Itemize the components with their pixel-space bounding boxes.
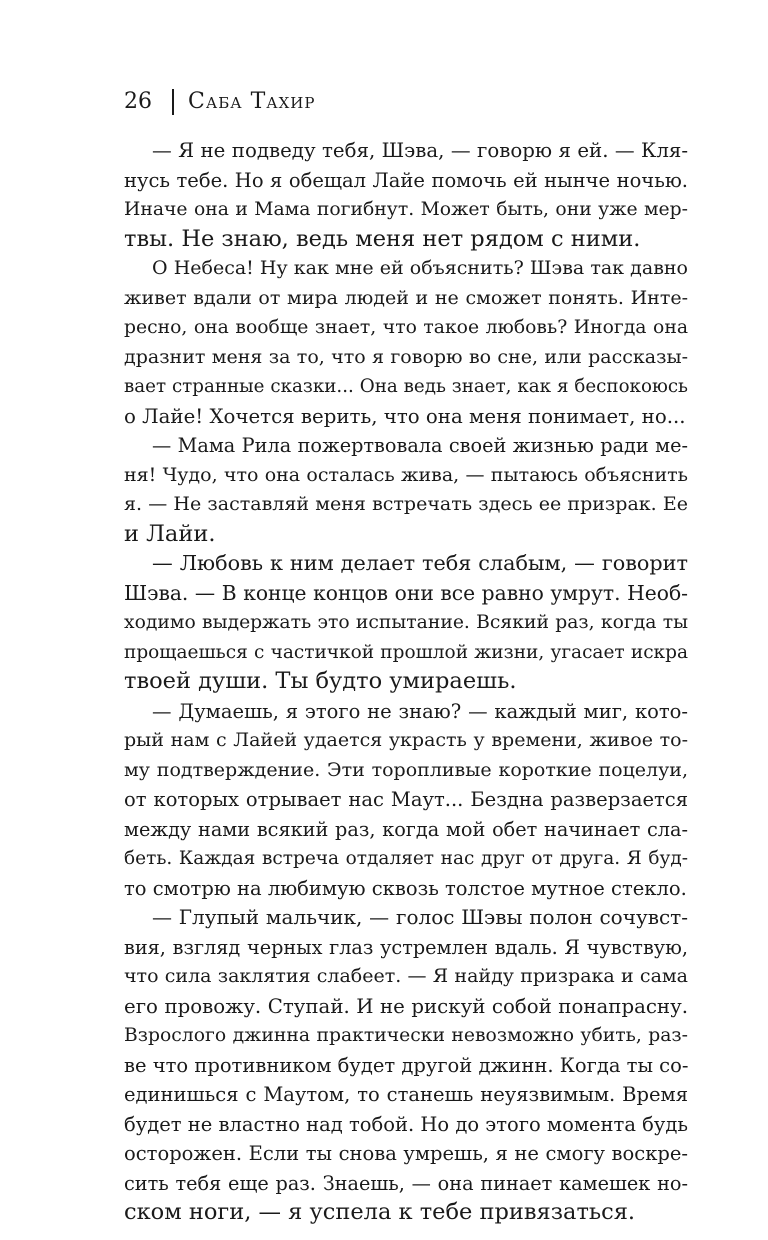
text-line: — Думаешь, я этого не знаю? — каждый миг, кото- <box>152 699 688 723</box>
text-line: ве что противником будет другой джинн. Когда ты со- <box>124 1053 689 1077</box>
text-line: твоей души. Ты будто умираешь. <box>124 668 517 694</box>
page-number: 26 <box>124 89 152 114</box>
text-line: его провожу. Ступай. И не рискуй собой понапрасну. <box>124 994 688 1018</box>
running-header <box>124 88 315 116</box>
text-line: — Мама Рила пожертвовала своей жизнью ради ме- <box>152 434 688 457</box>
text-line: будет не властно над тобой. Но до этого момента будь <box>124 1112 688 1136</box>
text-line: вия, взгляд черных глаз устремлен вдаль. Я чувствую, <box>124 935 688 959</box>
text-line: живет вдали от мира людей и не сможет понять. Инте- <box>124 286 688 309</box>
text-line: Шэва. — В конце концов они все равно умрут. Необ- <box>124 580 688 605</box>
text-line: ресно, она вообще знает, что такое любовь? Иногда она <box>124 317 688 338</box>
text-line: Взрослого джинна практически невозможно убить, раз- <box>124 1025 688 1046</box>
text-line: — Любовь к ним делает тебя слабым, — говорит <box>152 551 688 575</box>
text-line: О Небеса! Ну как мне ей объяснить? Шэва так давно <box>152 257 688 279</box>
text-line: осторожен. Если ты снова умрешь, я не смогу воскре- <box>124 1142 688 1165</box>
text-line: сить тебя еще раз. Знаешь, — она пинает камешек но- <box>124 1171 688 1195</box>
text-line: я. — Не заставляй меня встречать здесь ее призрак. Ее <box>124 493 688 515</box>
text-line: что сила заклятия слабеет. — Я найду призрака и сама <box>124 965 688 987</box>
text-line: вает странные сказки... Она ведь знает, как я беспокоюсь <box>124 376 688 397</box>
text-line: ня! Чудо, что она осталась жива, — пытаюсь объяснить <box>124 463 688 486</box>
text-line: му подтверждение. Эти торопливые короткие поцелуи, <box>124 758 688 781</box>
text-line: о Лайе! Хочется верить, что она меня понимает, но... <box>124 404 686 428</box>
text-line: между нами всякий раз, когда мой обет начинает сла- <box>124 817 688 841</box>
text-line: и Лайи. <box>124 520 216 547</box>
author-name: Саба Тахир <box>188 89 316 114</box>
text-line: Иначе она и Мама погибнут. Может быть, они уже мер- <box>124 199 688 220</box>
text-line: от которых отрывает нас Маут... Бездна разверзается <box>124 788 688 811</box>
text-line: нусь тебе. Но я обещал Лайе помочь ей нынче ночью. <box>124 168 688 192</box>
text-line: беть. Каждая встреча отдаляет нас друг от друга. Я буд- <box>124 848 688 869</box>
text-line: то смотрю на любимую сквозь толстое мутное стекло. <box>124 876 687 900</box>
body-text <box>124 136 688 1228</box>
text-line: — Я не подведу тебя, Шэва, — говорю я ей. — Кля- <box>152 139 688 162</box>
text-line: прощаешься с частичкой прошлой жизни, угасает искра <box>124 641 688 663</box>
text-line: твы. Не знаю, ведь меня нет рядом с ними. <box>124 225 641 252</box>
text-line: единишься с Маутом, то станешь неуязвимым. Время <box>124 1083 688 1106</box>
text-line: ходимо выдержать это испытание. Всякий раз, когда ты <box>124 612 688 633</box>
text-line: рый нам с Лайей удается украсть у времени, живое то- <box>124 729 688 751</box>
header-divider <box>172 89 174 115</box>
text-line: дразнит меня за то, что я говорю во сне, или рассказы- <box>124 345 688 368</box>
text-line: ском ноги, — я успела к тебе привязаться. <box>124 1199 636 1225</box>
text-line: — Глупый мальчик, — голос Шэвы полон сочувст- <box>152 905 688 929</box>
